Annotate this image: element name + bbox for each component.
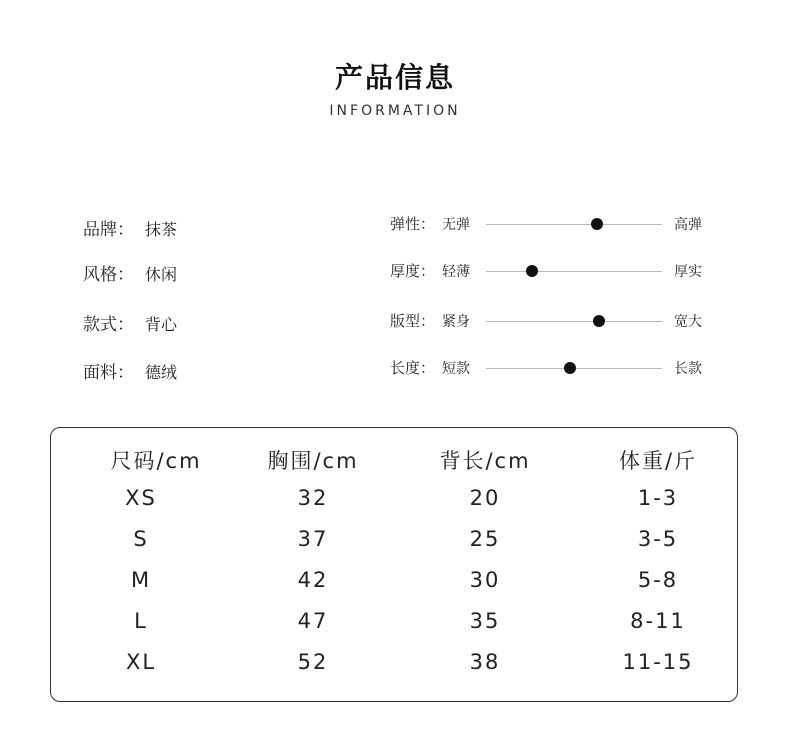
table-cell: 1-3: [637, 486, 679, 510]
table-cell: 52: [297, 650, 329, 674]
table-cell: 38: [469, 650, 501, 674]
table-row: [51, 486, 737, 516]
scale-label: 厚度：: [390, 262, 436, 280]
scale-track: [486, 271, 662, 272]
attribute-label: 风格：: [83, 265, 134, 285]
table-cell: 30: [469, 568, 501, 592]
table-cell: XL: [125, 650, 157, 674]
table-row: [51, 568, 737, 598]
table-cell: XS: [125, 486, 157, 510]
scale-marker: [591, 218, 603, 230]
scale-thickness: [390, 260, 720, 284]
table-cell: 35: [469, 609, 501, 633]
scale-min-label: 轻薄: [442, 264, 470, 280]
table-header-cell: 尺码/cm: [110, 449, 202, 473]
table-cell: 20: [469, 486, 501, 510]
scale-marker: [564, 362, 576, 374]
table-cell: 37: [297, 527, 329, 551]
scale-fit: [390, 310, 720, 334]
table-row: [51, 527, 737, 557]
table-row: [51, 650, 737, 680]
table-header-row: [51, 445, 737, 475]
scale-marker: [526, 265, 538, 277]
scale-label: 长度：: [390, 359, 436, 377]
scale-length: [390, 357, 720, 381]
scale-min-label: 紧身: [442, 314, 470, 330]
table-header-cell: 背长/cm: [439, 449, 531, 473]
table-cell: M: [130, 568, 152, 592]
table-cell: 42: [297, 568, 329, 592]
attribute-label: 款式：: [83, 315, 134, 335]
scale-track: [486, 368, 662, 369]
attribute-value: 背心: [145, 315, 178, 334]
table-row: [51, 609, 737, 639]
attribute-value: 抹茶: [145, 220, 178, 239]
scale-track: [486, 321, 662, 322]
table-cell: 25: [469, 527, 501, 551]
scale-max-label: 长款: [674, 361, 702, 377]
attribute-style: [83, 260, 177, 285]
scale-marker: [593, 315, 605, 327]
table-cell: 3-5: [637, 527, 679, 551]
table-cell: 32: [297, 486, 329, 510]
size-table: [50, 427, 738, 702]
attribute-fabric: [83, 358, 177, 383]
scale-track: [486, 224, 662, 225]
page-title: 产品信息: [334, 61, 455, 94]
scale-elasticity: [390, 213, 720, 237]
table-cell: 8-11: [630, 609, 686, 633]
attribute-label: 面料：: [83, 363, 134, 383]
table-cell: 11-15: [622, 650, 694, 674]
scale-label: 版型：: [390, 312, 436, 330]
scale-max-label: 高弹: [674, 217, 702, 233]
scale-label: 弹性：: [390, 215, 436, 233]
attribute-value: 德绒: [145, 363, 178, 382]
table-cell: L: [134, 609, 148, 633]
scale-min-label: 无弹: [442, 217, 470, 233]
table-header-cell: 胸围/cm: [267, 449, 359, 473]
attribute-value: 休闲: [145, 265, 178, 284]
table-cell: 5-8: [637, 568, 679, 592]
attribute-type: [83, 310, 177, 335]
scale-max-label: 宽大: [674, 314, 702, 330]
scale-min-label: 短款: [442, 361, 470, 377]
page-subtitle: INFORMATION: [329, 103, 461, 119]
attribute-label: 品牌：: [83, 220, 134, 240]
table-header-cell: 体重/斤: [618, 449, 698, 473]
attribute-brand: [83, 215, 177, 240]
table-cell: S: [133, 527, 149, 551]
table-cell: 47: [297, 609, 329, 633]
scale-max-label: 厚实: [674, 264, 702, 280]
